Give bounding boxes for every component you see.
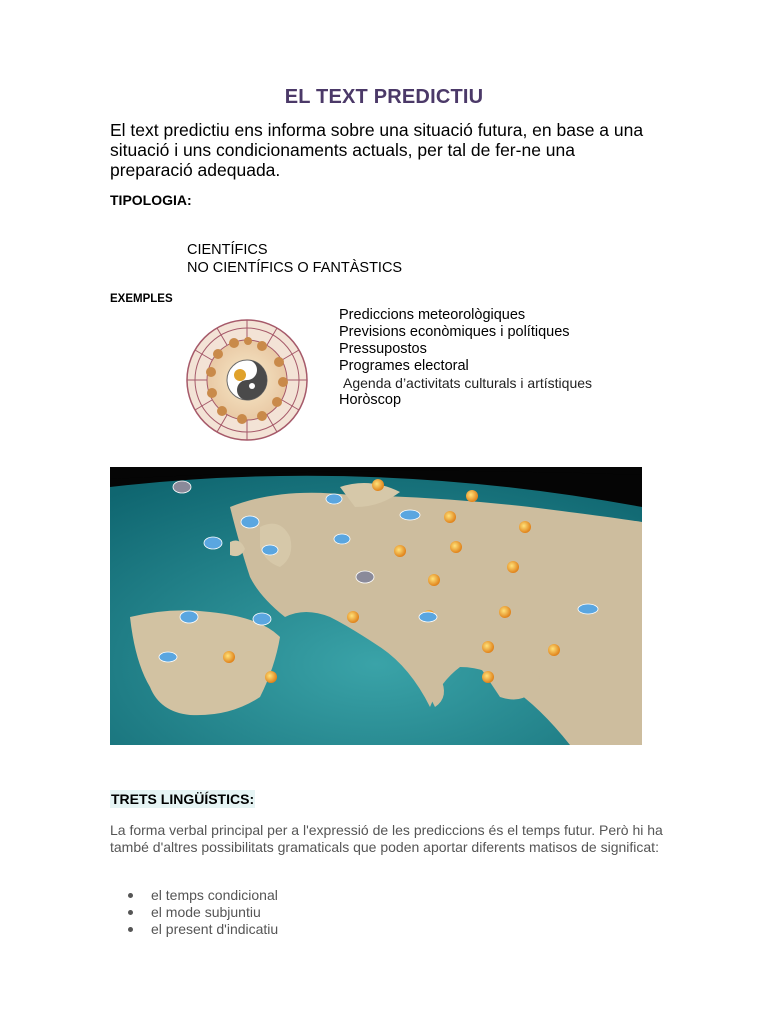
trets-heading: TRETS LINGÜÍSTICS: — [111, 791, 255, 807]
typology-list — [187, 242, 402, 277]
example-item: Horòscop — [339, 392, 402, 408]
zodiac-wheel-image — [182, 318, 312, 442]
exemples-heading: EXEMPLES — [110, 293, 173, 305]
example-item: Previsions econòmiques i polítiques — [339, 324, 570, 340]
example-item: Prediccions meteorològiques — [339, 307, 526, 323]
typology-item: CIENTÍFICS — [187, 242, 268, 258]
bullet-icon — [128, 893, 133, 898]
bullet-icon — [128, 927, 133, 932]
trets-bullet-list — [128, 887, 278, 938]
bullet-icon — [128, 910, 133, 915]
example-item: Programes electoral — [339, 358, 469, 374]
examples-list — [339, 307, 592, 409]
page-title: EL TEXT PREDICTIU — [284, 86, 484, 108]
example-item: Agenda d’activitats culturals i artístiques — [343, 375, 593, 391]
tipologia-heading: TIPOLOGIA: — [110, 192, 192, 208]
europe-weather-map-image — [110, 467, 642, 745]
example-item: Pressupostos — [339, 341, 427, 357]
list-item: el present d'indicatiu — [128, 921, 278, 938]
list-item: el temps condicional — [128, 887, 278, 904]
typology-item: NO CIENTÍFICS O FANTÀSTICS — [187, 259, 403, 276]
list-item: el mode subjuntiu — [128, 904, 278, 921]
trets-paragraph: La forma verbal principal per a l'expressió de les prediccions és el temps futur. Però hi ha també d'altres possibilitats gramaticals que poden aportar diferents matisos de significat: — [110, 822, 663, 855]
intro-paragraph: El text predictiu ens informa sobre una situació futura, en base a una situació i uns condicionaments actuals, per tal de fer-ne una preparació adequada. — [110, 120, 644, 180]
